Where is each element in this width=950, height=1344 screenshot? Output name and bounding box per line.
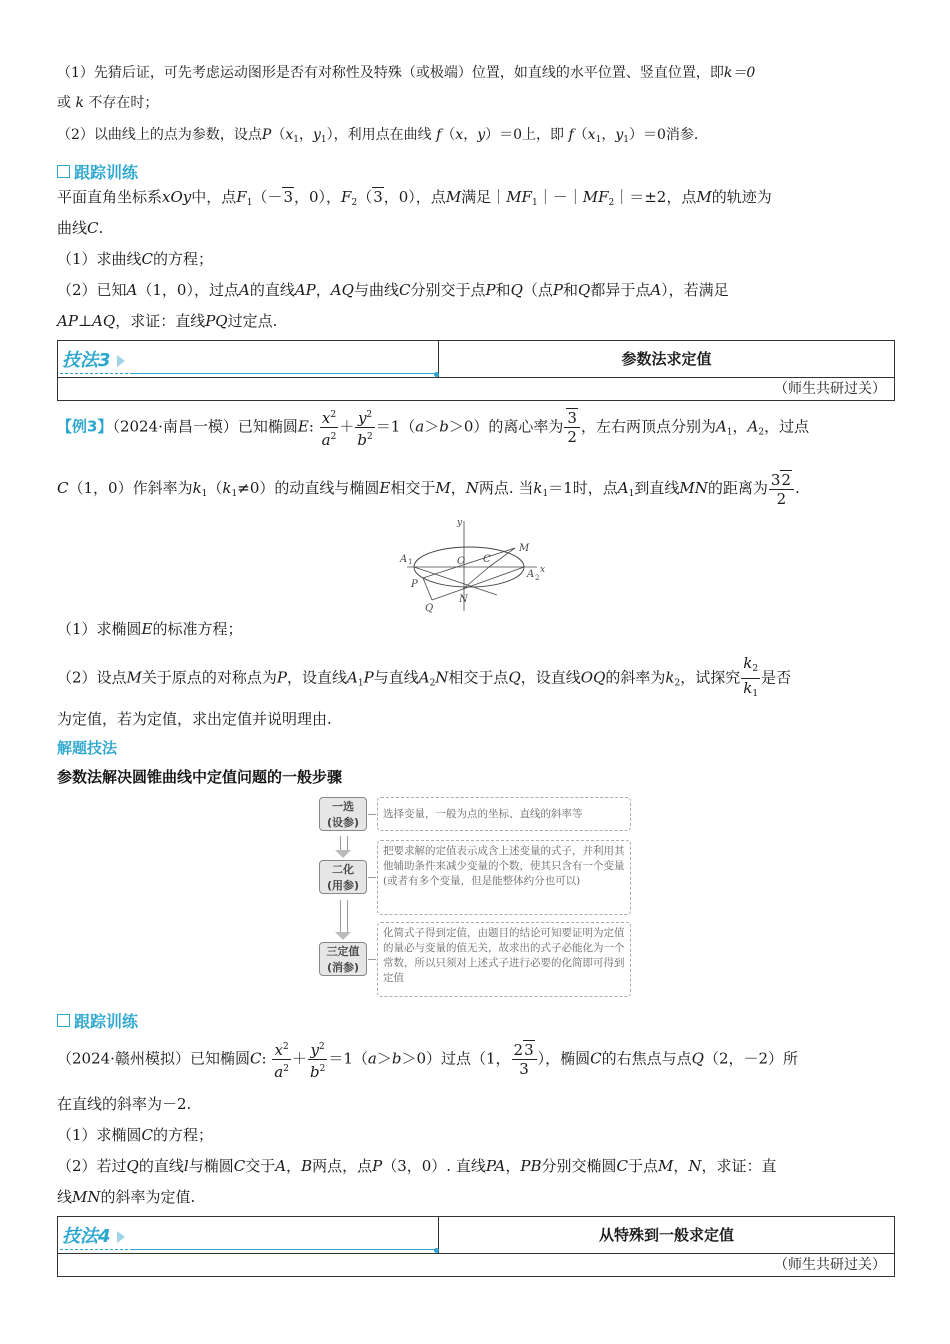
label-y: y: [457, 518, 463, 528]
down-arrow-icon: [340, 900, 348, 932]
checkbox-icon: [57, 1014, 70, 1027]
example3-question-2: （2）设点M关于原点的对称点为P，设直线$A_1P$与直线$A_2N$相交于点Q，设直线OQ的斜率为$k_2$，试探究 $\frac{k_2}{k_1}$ 是否: [57, 654, 792, 699]
skill3-title: 参数法求定值: [621, 350, 712, 368]
track-heading-1: 跟踪训练: [57, 160, 138, 183]
example3-tag: 【例3】: [57, 417, 113, 436]
label-A1: A: [400, 554, 408, 565]
flow-step-1: 一选 (设参): [319, 797, 367, 831]
flow-desc-2: 把要求解的定值表示成含上述变量的式子，并利用其他辅助条件来减少变量的个数，使其只含有一个变量(或者有多个变量，但是能整体约分也可以): [377, 840, 631, 915]
skill4-table: [57, 1216, 895, 1277]
dot-icon: [434, 372, 439, 377]
skill4-title: 从特殊到一般求定值: [598, 1226, 734, 1244]
flow-desc-1: 选择变量，一般为点的坐标、直线的斜率等: [377, 797, 631, 831]
checkbox-icon: [57, 165, 70, 178]
line-CN: [463, 567, 489, 589]
intro-line-2: （2）以曲线上的点为参数，设点$P(x_1$，$y_1$），利用点在曲线 f（x，y）＝0上，即 $f(x_1$，$y_1)=0$消参.: [57, 127, 699, 145]
label-x: x: [540, 565, 546, 575]
label-Q: Q: [425, 603, 434, 614]
skill3-badge: 技法3: [62, 346, 125, 372]
track2-stem-line-1: （2024·赣州模拟）已知椭圆C: $\frac{x^2}{a^2}$ ＋ $\frac{y^2}{b^2}$ ＝1（a＞b＞0）过点（1， $\frac{23}{3}$ ），椭圆C的右焦点与点Q（2，－2）所: [57, 1038, 895, 1081]
example3-question-1: （1）求椭圆E的标准方程；: [57, 620, 243, 638]
method-label: 解题技法: [57, 739, 118, 757]
track1-question-1: （1）求曲线C的方程；: [57, 250, 214, 268]
example3-line-2: C（1，0）作斜率为$k_1(k_1\ne 0)$的动直线与椭圆E相交于M，N两点. 当$k_1=1$时，点$A_1$到直线MN的距离为 $\frac{32}{2}$ .: [57, 470, 800, 508]
example3-line-1: 【例3】（2024·南昌一模）已知椭圆E: $\frac{x^2}{a^2}$ ＋ $\frac{y^2}{b^2}$ ＝1（a＞b＞0）的离心率为 $\frac{3}{2}$ ，左右两顶点分别为$A_1$，$A_2$，过点: [57, 406, 895, 453]
ellipse-figure: [397, 515, 557, 615]
intro-line-1b: 或 k 不存在时；: [57, 95, 159, 111]
track1-stem-line-2: 曲线C.: [57, 219, 104, 237]
skill4-badge: 技法4: [62, 1222, 125, 1248]
label-P: P: [411, 579, 418, 590]
label-A2: A: [527, 569, 535, 580]
down-arrow-icon: [340, 836, 348, 850]
track1-question-2: （2）已知A（1，0），过点A的直线AP，AQ与曲线C分别交于点P和Q（点P和Q都异于点A），若满足: [57, 281, 729, 299]
label-M: M: [519, 543, 530, 554]
play-triangle-icon: [117, 1231, 125, 1243]
track2-question-2-line-2: 线MN的斜率为定值.: [57, 1188, 196, 1206]
skill3-note: （师生共研过关）: [774, 381, 886, 397]
skill3-table: [57, 340, 895, 401]
label-N: N: [459, 594, 468, 605]
example3-question-2-line-2: 为定值，若为定值，求出定值并说明理由.: [57, 710, 332, 728]
flow-desc-3: 化简式子得到定值，由题目的结论可知要证明为定值的量必与变量的值无关，故求出的式子必能化为一个常数，所以只须对上述式子进行必要的化简即可得到定值: [377, 922, 631, 997]
skill4-note: （师生共研过关）: [774, 1257, 886, 1273]
track1-question-2-line-2: AP⊥AQ，求证：直线PQ过定点.: [57, 312, 278, 330]
track-heading-2: 跟踪训练: [57, 1009, 138, 1032]
flow-step-3: 三定值 (消参): [319, 942, 367, 976]
track2-question-1: （1）求椭圆C的方程；: [57, 1126, 214, 1144]
intro-line-1: （1）先猜后证，可先考虑运动图形是否有对称性及特殊（或极端）位置，如直线的水平位置、竖直位置，即k＝0: [57, 65, 756, 81]
method-title: 参数法解决圆锥曲线中定值问题的一般步骤: [57, 768, 343, 786]
play-triangle-icon: [117, 355, 125, 367]
label-A1-sub: 1: [408, 558, 413, 566]
line-PM: [423, 548, 515, 578]
track1-stem-line-1: 平面直角坐标系xOy中，点$F_1(-3$，0），$F_2(3$，0），点M满足$|MF_1|-|MF_2|=\pm 2$，点M的轨迹为: [57, 188, 772, 208]
label-A2-sub: 2: [535, 574, 540, 582]
label-O: O: [457, 556, 466, 567]
intro-k-eq: k＝0: [723, 65, 756, 81]
track2-stem-line-2: 在直线的斜率为－2.: [57, 1095, 192, 1113]
label-C: C: [483, 554, 491, 565]
dot-icon: [434, 1248, 439, 1253]
flow-step-2: 二化 (用参): [319, 860, 367, 894]
track2-question-2: （2）若过Q的直线l与椭圆C交于A，B两点，点P（3，0）. 直线PA，PB分别交椭圆C于点M，N，求证：直: [57, 1157, 777, 1175]
